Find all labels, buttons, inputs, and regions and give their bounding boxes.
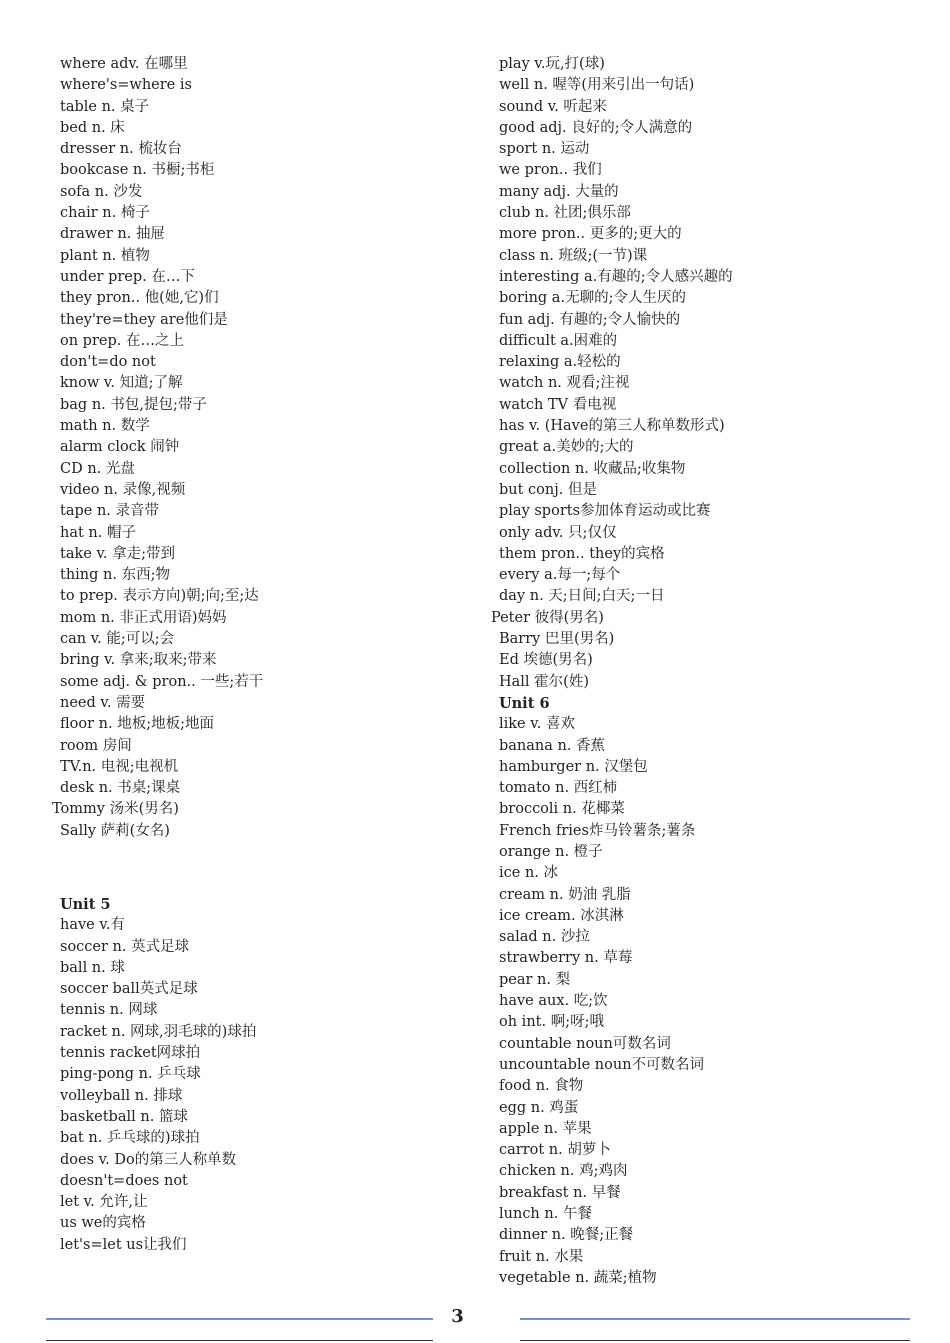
vocab-entry: Peter 彼得(男名) [491, 609, 604, 626]
vocab-entry: let's=let us让我们 [60, 1236, 187, 1253]
vocab-entry: soccer ball英式足球 [60, 981, 198, 998]
vocab-entry: play sports参加体育运动或比赛 [499, 503, 711, 520]
vocab-entry: CD n. 光盘 [60, 460, 135, 477]
vocab-entry: watch TV 看电视 [499, 396, 617, 413]
vocab-entry: class n. 班级;(一节)课 [499, 247, 648, 264]
vocab-entry: basketball n. 篮球 [60, 1108, 188, 1125]
vocab-entry: mom n. 非正式用语)妈妈 [60, 609, 227, 626]
vocab-entry: ice cream. 冰淇淋 [499, 907, 624, 924]
vocab-entry: club n. 社团;俱乐部 [499, 205, 631, 222]
vocab-entry: can v. 能;可以;会 [60, 631, 175, 648]
vocab-entry: Hall 霍尔(姓) [499, 673, 589, 690]
vocab-entry: TV.n. 电视;电视机 [60, 758, 179, 775]
vocab-entry: take v. 拿走;带到 [60, 545, 176, 562]
vocab-entry: don't=do not [60, 354, 156, 371]
vocab-entry: fruit n. 水果 [499, 1248, 584, 1265]
vocab-entry: but conj. 但是 [499, 481, 597, 498]
vocab-entry: great a.美妙的;大的 [499, 439, 634, 456]
vocab-entry: bed n. 床 [60, 119, 125, 136]
vocab-entry: soccer n. 英式足球 [60, 938, 190, 955]
vocab-entry: fun adj. 有趣的;令人愉快的 [499, 311, 681, 328]
footer-rule-right-lower [520, 1340, 910, 1341]
vocab-entry: ice n. 冰 [499, 865, 559, 882]
vocab-entry: hat n. 帽子 [60, 524, 136, 541]
vocab-entry: racket n. 网球,羽毛球的)球拍 [60, 1023, 257, 1040]
vocab-entry: interesting a.有趣的;令人感兴趣的 [499, 268, 733, 285]
vocab-entry: uncountable noun不可数名词 [499, 1056, 705, 1073]
vocab-entry: sport n. 运动 [499, 141, 590, 158]
vocab-entry: does v. Do的第三人称单数 [60, 1151, 237, 1168]
vocab-entry: desk n. 书桌;课桌 [60, 780, 181, 797]
vocab-entry: play v.玩,打(球) [499, 56, 605, 72]
vocab-entry: we pron.. 我们 [499, 162, 602, 179]
vocab-entry: tape n. 录音带 [60, 503, 160, 520]
vocab-entry: watch n. 观看;注视 [499, 375, 630, 392]
vocab-entry: banana n. 香蕉 [499, 737, 606, 754]
vocab-entry: countable noun可数名词 [499, 1035, 671, 1052]
vocab-entry: us we的宾格 [60, 1215, 146, 1232]
vocab-entry: where adv. 在哪里 [60, 56, 188, 72]
vocab-entry: dinner n. 晚餐;正餐 [499, 1227, 634, 1244]
vocab-entry: vegetable n. 蔬菜;植物 [499, 1269, 657, 1286]
vocab-entry: ball n. 球 [60, 959, 125, 976]
unit-heading: Unit 5 [60, 895, 111, 913]
vocab-entry: tennis racket网球拍 [60, 1045, 201, 1062]
vocab-entry: French fries炸马铃薯条;薯条 [499, 822, 696, 839]
vocab-entry: many adj. 大量的 [499, 183, 619, 200]
vocab-entry: room 房间 [60, 737, 132, 754]
vocab-entry: floor n. 地板;地板;地面 [60, 716, 214, 733]
vocab-entry: thing n. 东西;物 [60, 567, 170, 584]
vocab-entry: table n. 桌子 [60, 98, 150, 115]
vocab-entry: good adj. 良好的;令人满意的 [499, 119, 693, 136]
vocab-entry: orange n. 橙子 [499, 843, 603, 860]
vocab-entry: collection n. 收藏品;收集物 [499, 460, 686, 477]
vocab-entry: they pron.. 他(她,它)们 [60, 290, 219, 307]
right-vocabulary-column [491, 54, 919, 1289]
vocab-entry: hamburger n. 汉堡包 [499, 758, 648, 775]
vocab-entry: to prep. 表示方向)朝;向;至;达 [60, 588, 259, 605]
vocab-entry: bring v. 拿来;取来;带来 [60, 652, 217, 669]
vocab-entry: relaxing a.轻松的 [499, 354, 621, 371]
vocab-entry: boring a.无聊的;令人生厌的 [499, 290, 686, 307]
vocab-entry: bag n. 书包,提包;带子 [60, 396, 207, 413]
vocab-entry: salad n. 沙拉 [499, 929, 590, 946]
vocab-entry: strawberry n. 草莓 [499, 950, 633, 967]
vocab-entry: carrot n. 胡萝卜 [499, 1142, 611, 1159]
vocab-entry: sofa n. 沙发 [60, 183, 143, 200]
vocab-entry: sound v. 听起来 [499, 98, 607, 115]
vocab-entry: tomato n. 西红柿 [499, 780, 618, 797]
unit-heading: Unit 6 [499, 694, 550, 712]
vocab-entry: more pron.. 更多的;更大的 [499, 226, 682, 243]
vocab-entry: chair n. 椅子 [60, 205, 150, 222]
vocab-entry: dresser n. 梳妆台 [60, 141, 182, 158]
vocab-entry: need v. 需要 [60, 694, 146, 711]
vocab-entry: like v. 喜欢 [499, 716, 575, 733]
vocab-entry: oh int. 啊;呀;哦 [499, 1014, 604, 1031]
vocab-entry: video n. 录像,视频 [60, 481, 186, 498]
vocab-entry: have v.有 [60, 917, 125, 934]
vocab-entry: lunch n. 午餐 [499, 1206, 592, 1223]
vocab-entry: Sally 萨莉(女名) [60, 822, 170, 839]
vocab-entry: know v. 知道;了解 [60, 375, 183, 392]
vocab-entry: only adv. 只;仅仅 [499, 524, 617, 541]
left-vocabulary-column [52, 54, 460, 1256]
vocab-entry: plant n. 植物 [60, 247, 150, 264]
vocab-entry: doesn't=does not [60, 1172, 188, 1189]
vocab-entry: chicken n. 鸡;鸡肉 [499, 1163, 628, 1180]
vocab-entry: ping-pong n. 乒乓球 [60, 1066, 201, 1083]
vocab-entry: math n. 数学 [60, 418, 150, 435]
vocab-entry: they're=they are他们是 [60, 311, 228, 328]
vocab-entry: egg n. 鸡蛋 [499, 1099, 579, 1116]
page-number: 3 [451, 1306, 464, 1327]
vocab-entry: some adj. & pron.. 一些;若干 [60, 673, 264, 690]
vocab-entry: have aux. 吃;饮 [499, 993, 608, 1010]
vocab-entry: cream n. 奶油 乳脂 [499, 886, 631, 903]
vocab-entry: drawer n. 抽屉 [60, 226, 165, 243]
footer-rule-left-lower [46, 1340, 433, 1341]
vocab-entry: bat n. 乒乓球的)球拍 [60, 1130, 200, 1147]
vocab-entry: food n. 食物 [499, 1078, 584, 1095]
vocab-entry: where's=where is [60, 77, 192, 94]
vocab-entry: on prep. 在…之上 [60, 332, 184, 349]
vocab-entry: has v. (Have的第三人称单数形式) [499, 418, 725, 435]
vocab-entry: volleyball n. 排球 [60, 1087, 183, 1104]
vocab-entry: pear n. 梨 [499, 971, 571, 988]
vocab-entry: bookcase n. 书橱;书柜 [60, 162, 215, 179]
vocab-entry: Barry 巴里(男名) [499, 631, 615, 648]
vocab-entry: apple n. 苹果 [499, 1120, 592, 1137]
vocab-entry: breakfast n. 早餐 [499, 1184, 621, 1201]
vocab-entry: Tommy 汤米(男名) [52, 801, 179, 818]
vocab-entry: well n. 喔等(用来引出一句话) [499, 77, 695, 94]
vocab-entry: difficult a.困难的 [499, 332, 618, 349]
vocab-entry: alarm clock 闹钟 [60, 439, 180, 456]
vocab-entry: broccoli n. 花椰菜 [499, 801, 625, 818]
vocab-entry: Ed 埃德(男名) [499, 652, 593, 669]
vocab-entry: under prep. 在…下 [60, 268, 195, 285]
vocab-entry: day n. 天;日间;白天;一日 [499, 588, 665, 605]
vocab-entry: let v. 允许,让 [60, 1194, 148, 1211]
vocab-entry: them pron.. they的宾格 [499, 545, 665, 562]
vocab-entry: every a.每一;每个 [499, 567, 621, 584]
vocab-entry: tennis n. 网球 [60, 1002, 158, 1019]
